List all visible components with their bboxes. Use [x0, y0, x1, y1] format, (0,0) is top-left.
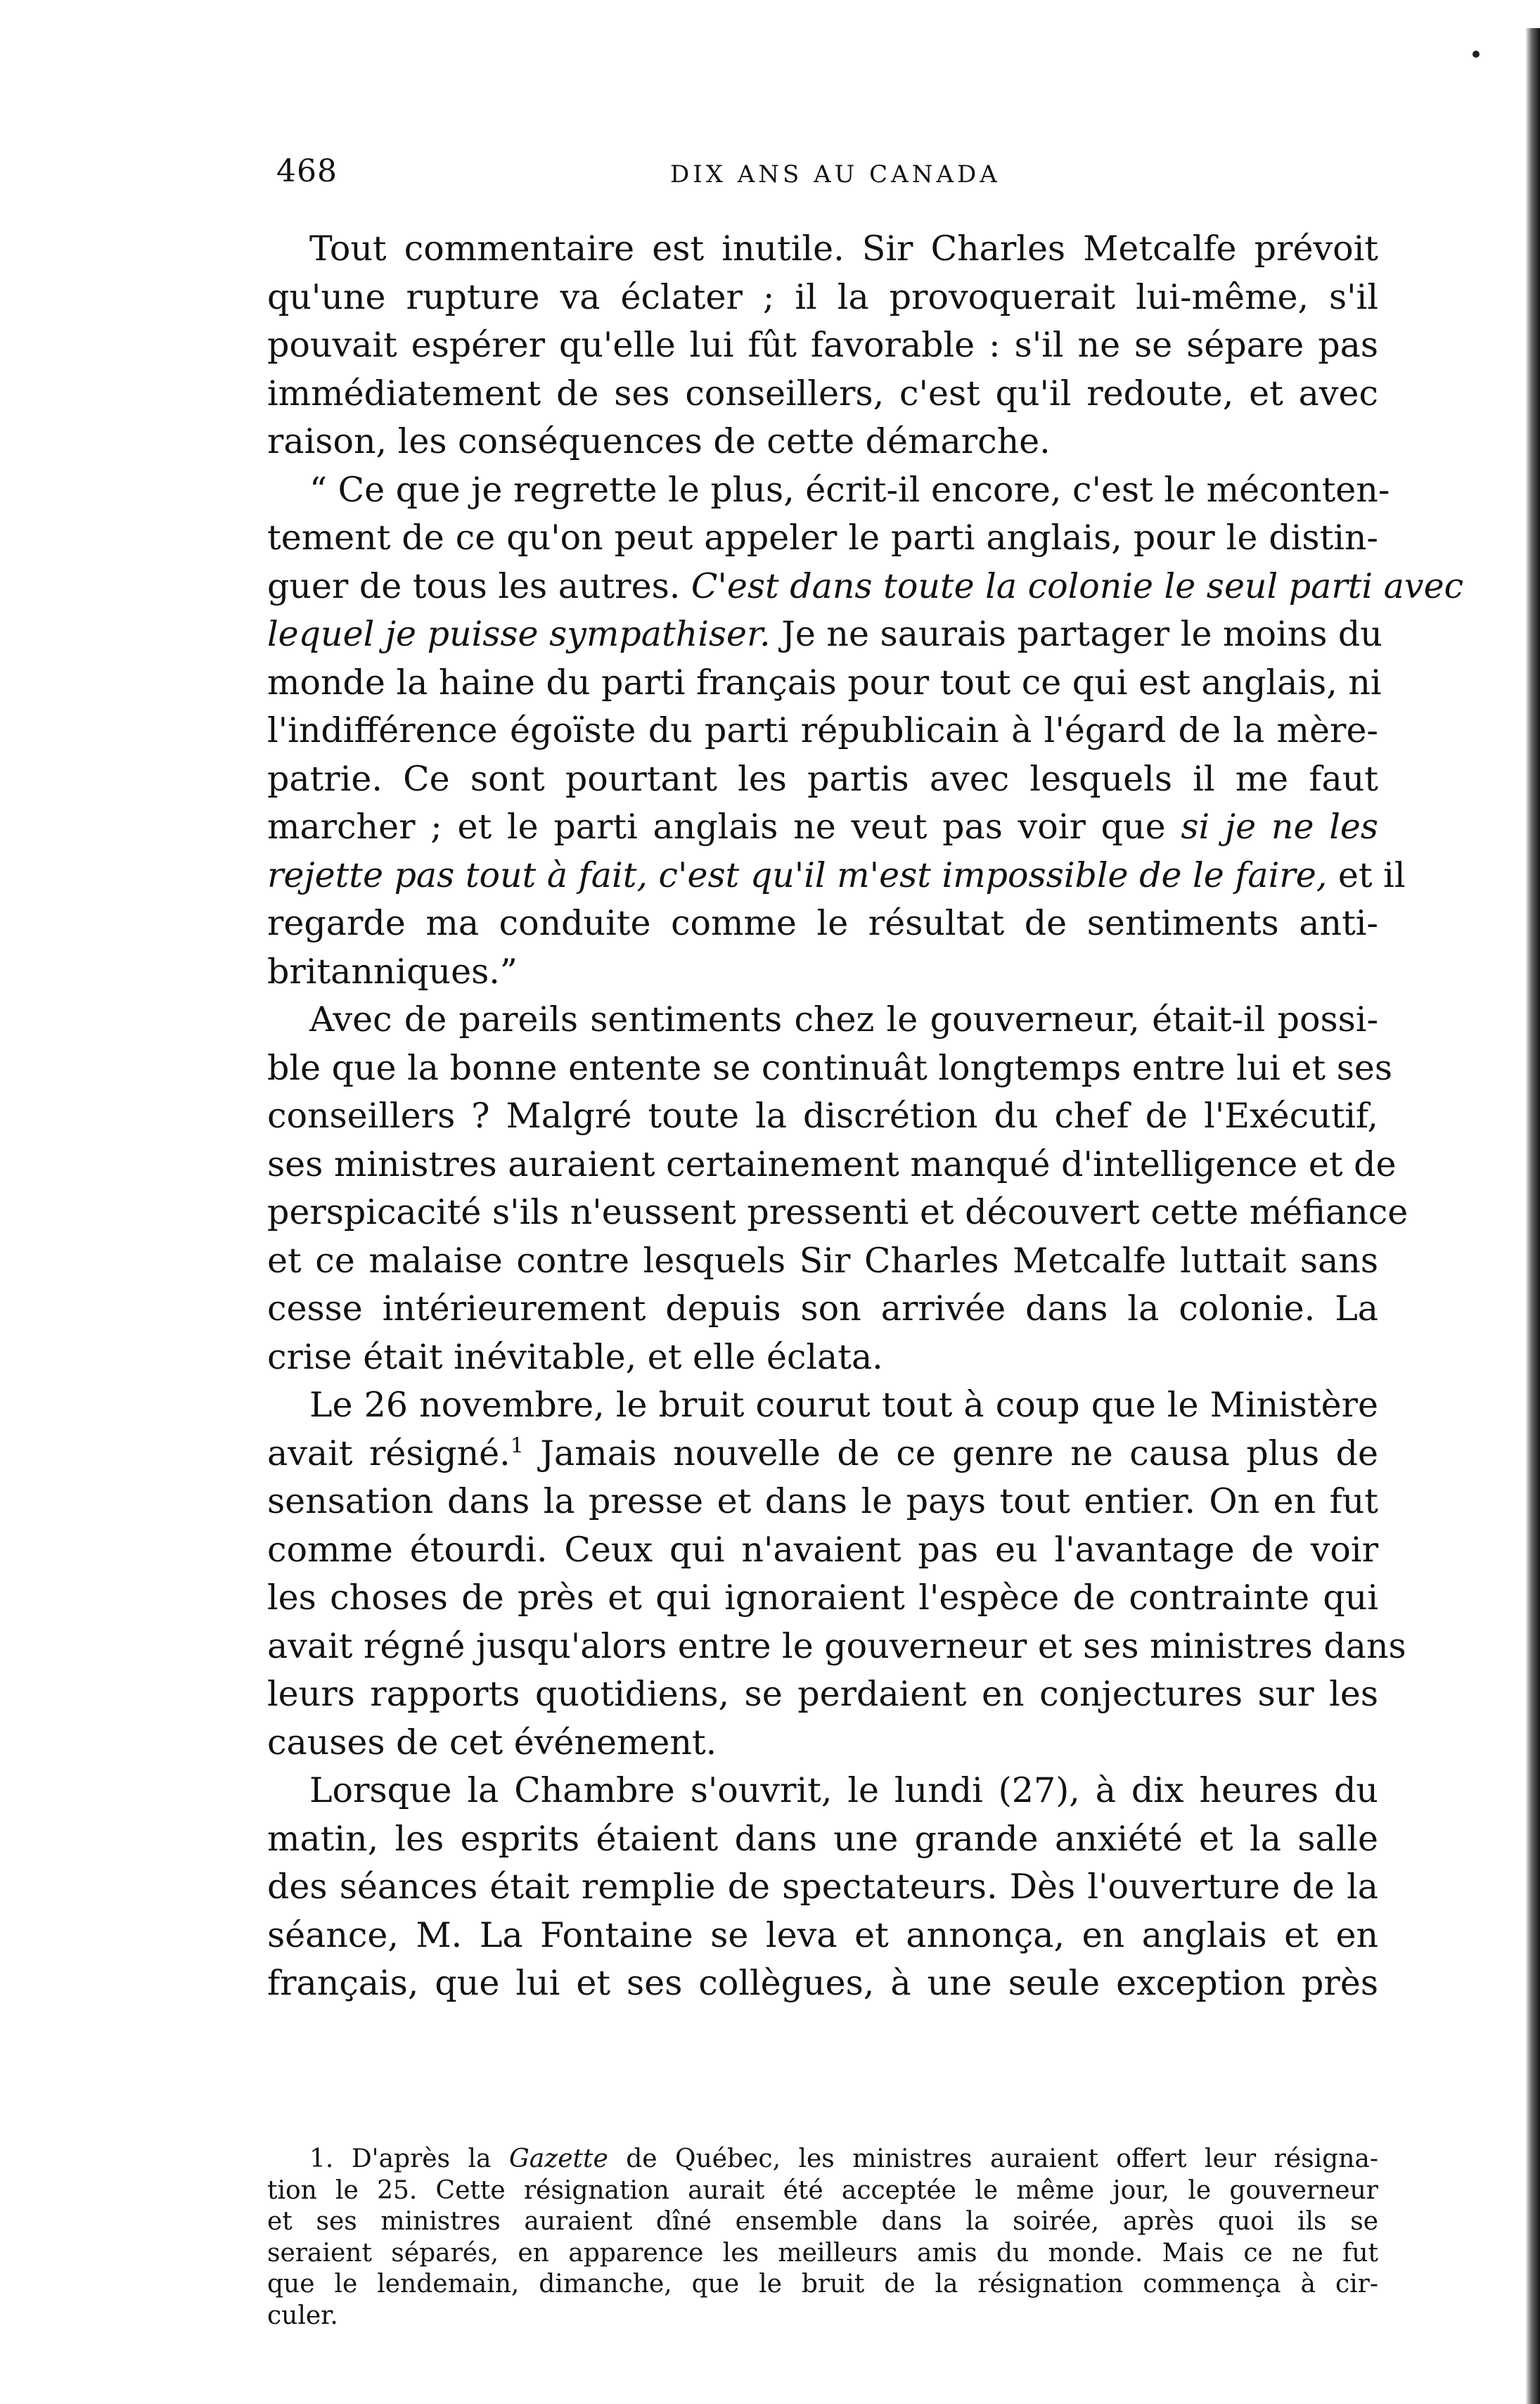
footnote: [267, 2144, 1378, 2332]
text-line: français, que lui et ses collègues, à une seule exception près: [267, 1963, 1378, 2003]
text-line: qu'une rupture va éclater ; il la provoquerait lui-même, s'il: [267, 276, 1378, 317]
text-line: perspicacité s'ils n'eussent pressenti et découvert cette méfiance: [267, 1192, 1409, 1232]
text-line: Le 26 novembre, le bruit courut tout à coup que le Ministère: [309, 1385, 1378, 1425]
text-line: immédiatement de ses conseillers, c'est qu'il redoute, et avec: [267, 373, 1378, 414]
text-line: tement de ce qu'on peut appeler le parti anglais, pour le distin-: [267, 518, 1378, 558]
italic-quote: lequel je puisse sympathiser.: [267, 614, 771, 654]
text-line: Avec de pareils sentiments chez le gouverneur, était-il possi-: [309, 999, 1378, 1040]
text-line: [267, 852, 1406, 900]
scan-speck: [1472, 51, 1480, 58]
text-line: les choses de près et qui ignoraient l'espèce de contrainte qui: [267, 1578, 1378, 1618]
text-line: l'indifférence égoïste du parti républicain à l'égard de la mère-: [267, 710, 1378, 750]
text-line: leurs rapports quotidiens, se perdaient en conjectures sur les: [267, 1674, 1378, 1714]
text-line: ble que la bonne entente se continuât longtemps entre lui et ses: [267, 1047, 1392, 1088]
running-title: DIX ANS AU CANADA: [670, 160, 1001, 188]
footnote-line: culer.: [267, 2301, 338, 2330]
text-line: comme étourdi. Ceux qui n'avaient pas eu l'avantage de voir: [267, 1529, 1378, 1570]
main-text: [267, 225, 1464, 2008]
text-line: ses ministres auraient certainement manqué d'intelligence et de: [267, 1144, 1397, 1184]
text-line: crise était inévitable, et elle éclata.: [267, 1336, 883, 1377]
text-line: séance, M. La Fontaine se leva et annonça, en anglais et en: [267, 1914, 1378, 1955]
text-line: britanniques.”: [267, 951, 518, 992]
text-line: [267, 610, 1382, 659]
text-line: [267, 563, 1464, 611]
text-segment: guer de tous les autres.: [267, 565, 681, 606]
footnote-marker: 1: [510, 1433, 524, 1459]
text-segment: marcher ; et le parti anglais ne veut pas voir que: [267, 807, 1166, 847]
italic-quote: si je ne les: [1181, 807, 1379, 847]
text-segment: 1. D'après la: [309, 2144, 492, 2173]
text-line: et ce malaise contre lesquels Sir Charles Metcalfe luttait sans: [267, 1240, 1378, 1281]
text-line: [267, 803, 1378, 852]
text-line: avait régné jusqu'alors entre le gouverneur et ses ministres dans: [267, 1625, 1406, 1666]
footnote-line: seraient séparés, en apparence les meilleurs amis du monde. Mais ce ne fut: [267, 2238, 1378, 2268]
page-number: 468: [276, 153, 338, 189]
footnote-line: et ses ministres auraient dîné ensemble dans la soirée, après quoi ils se: [267, 2207, 1378, 2236]
text-segment: avait résigné.: [267, 1433, 511, 1473]
text-line: matin, les esprits étaient dans une grande anxiété et la salle: [267, 1818, 1378, 1859]
text-line: patrie. Ce sont pourtant les partis avec lesquels il me faut: [267, 758, 1378, 799]
footnote-line: [267, 2144, 1378, 2175]
text-line: monde la haine du parti français pour tout ce qui est anglais, ni: [267, 662, 1382, 703]
text-line: Tout commentaire est inutile. Sir Charles Metcalfe prévoit: [309, 229, 1378, 269]
text-segment: et il: [1337, 855, 1406, 895]
scan-border-shadow: [1526, 28, 1540, 2404]
newspaper-title: Gazette: [509, 2144, 608, 2173]
footnote-line: tion le 25. Cette résignation aurait été acceptée le même jour, le gouverneur: [267, 2175, 1378, 2205]
italic-quote: rejette pas tout à fait, c'est qu'il m'est impossible de le faire,: [267, 855, 1328, 895]
text-segment: Jamais nouvelle de ce genre ne causa plus de: [540, 1433, 1378, 1473]
text-line: cesse intérieurement depuis son arrivée dans la colonie. La: [267, 1289, 1378, 1329]
page-header: [276, 153, 1373, 203]
italic-quote: C'est dans toute la colonie le seul parti avec: [691, 565, 1464, 606]
text-line: sensation dans la presse et dans le pays tout entier. On en fut: [267, 1481, 1378, 1521]
text-line: “ Ce que je regrette le plus, écrit-il encore, c'est le méconten-: [309, 469, 1390, 510]
text-line: pouvait espérer qu'elle lui fût favorable : s'il ne se sépare pas: [267, 325, 1378, 365]
text-segment: de Québec, les ministres auraient offert leur résigna-: [626, 2144, 1379, 2173]
text-line: des séances était remplie de spectateurs. Dès l'ouverture de la: [267, 1867, 1378, 1907]
footnote-line: que le lendemain, dimanche, que le bruit de la résignation commença à cir-: [267, 2270, 1378, 2298]
text-line: causes de cet événement.: [267, 1722, 717, 1763]
text-line: raison, les conséquences de cette démarche.: [267, 421, 1051, 461]
text-segment: Je ne saurais partager le moins du: [781, 614, 1382, 654]
text-line: [267, 1430, 1378, 1478]
text-line: regarde ma conduite comme le résultat de sentiments anti-: [267, 903, 1378, 943]
text-line: conseillers ? Malgré toute la discrétion du chef de l'Exécutif,: [267, 1096, 1378, 1136]
text-line: Lorsque la Chambre s'ouvrit, le lundi (27), à dix heures du: [309, 1770, 1378, 1810]
